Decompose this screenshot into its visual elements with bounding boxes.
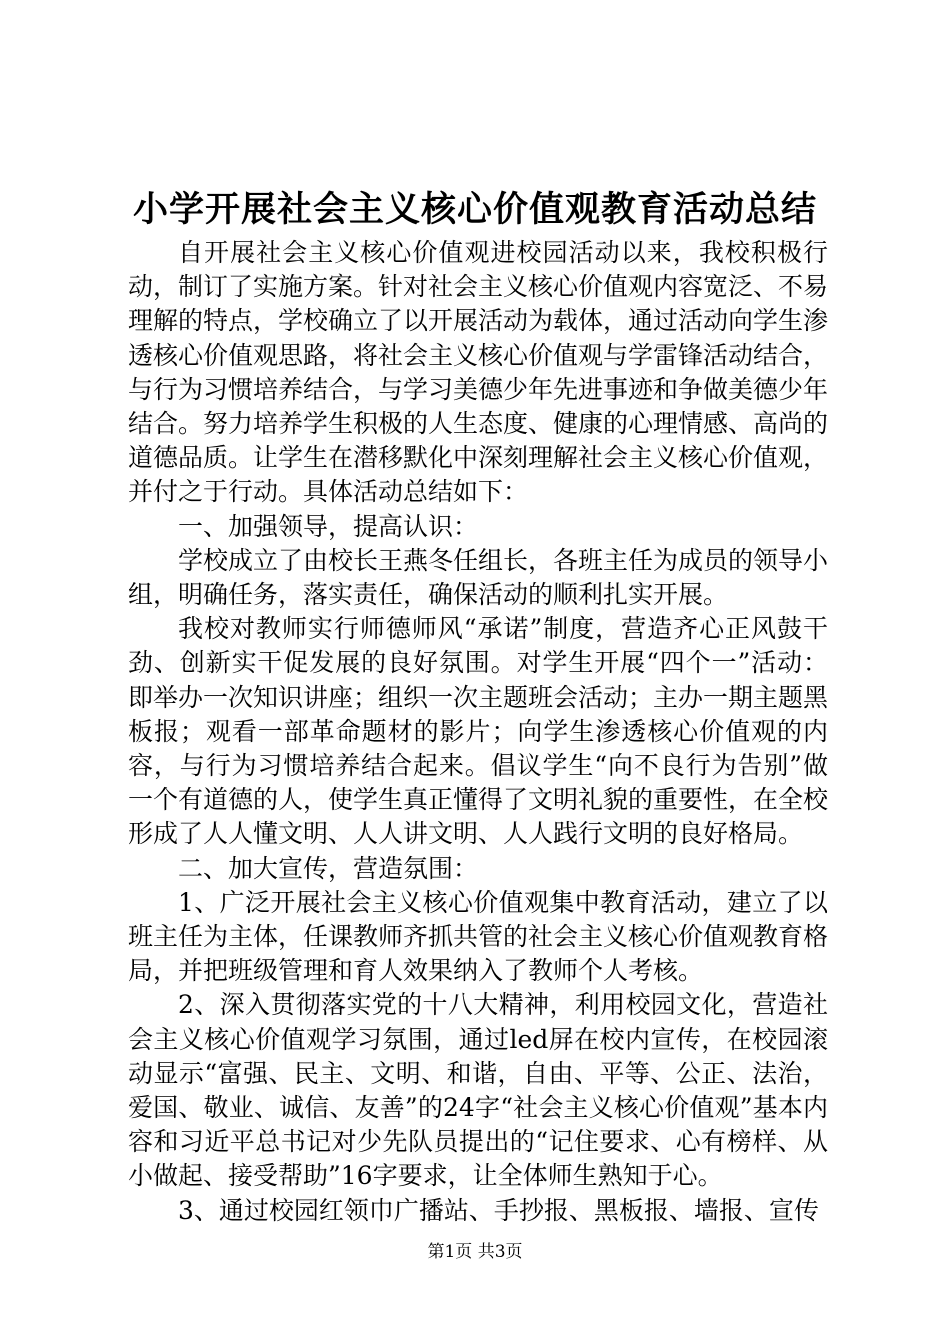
page-footer: 第1页 共3页 <box>427 1242 523 1262</box>
paragraph-item-2: 2、深入贯彻落实党的十八大精神，利用校园文化，营造社会主义核心价值观学习氛围，通过led屏在校内宣传，在校园滚动显示“富强、民主、文明、和谐，自由、平等、公正、法治，爱国、敬业、诚信、友善”的24字“社会主义核心价值观”基本内容和习近平总书记对少先队员提出的“记住要求、心有榜样、从小做起、接受帮助”16字要求，让全体师生熟知于心。 <box>128 990 828 1191</box>
document-body <box>128 236 828 1228</box>
paragraph-intro: 自开展社会主义核心价值观进校园活动以来，我校积极行动，制订了实施方案。针对社会主义核心价值观内容宽泛、不易理解的特点，学校确立了以开展活动为载体，通过活动向学生渗透核心价值观思路，将社会主义核心价值观与学雷锋活动结合，与行为习惯培养结合，与学习美德少年先进事迹和争做美德少年结合。努力培养学生积极的人生态度、健康的心理情感、高尚的道德品质。让学生在潜移默化中深刻理解社会主义核心价值观，并付之于行动。具体活动总结如下： <box>128 238 829 507</box>
paragraph-item-3: 3、通过校园红领巾广播站、手抄报、黑板报、墙报、宣传 <box>178 1195 819 1225</box>
paragraph-item-1: 1、广泛开展社会主义核心价值观集中教育活动，建立了以班主任为主体，任课教师齐抓共管的社会主义核心价值观教育格局，并把班级管理和育人效果纳入了教师个人考核。 <box>128 887 829 986</box>
document-title: 小学开展社会主义核心价值观教育活动总结 <box>132 189 817 230</box>
section-heading-publicity: 二、加大宣传，营造氛围： <box>178 853 479 883</box>
paragraph-teacher-commitment: 我校对教师实行师德师风“承诺”制度，营造齐心正风鼓干劲、创新实干促发展的良好氛围。对学生开展“四个一”活动：即举办一次知识讲座；组织一次主题班会活动；主办一期主题黑板报；观看一部革命题材的影片；向学生渗透核心价值观的内容，与行为习惯培养结合起来。倡议学生“向不良行为告别”做一个有道德的人，使学生真正懂得了文明礼貌的重要性，在全校形成了人人懂文明、人人讲文明、人人践行文明的良好格局。 <box>128 614 829 849</box>
paragraph-leadership-group: 学校成立了由校长王燕冬任组长，各班主任为成员的领导小组，明确任务，落实责任，确保活动的顺利扎实开展。 <box>128 545 829 610</box>
section-heading-leadership: 一、加强领导，提高认识： <box>178 511 479 541</box>
